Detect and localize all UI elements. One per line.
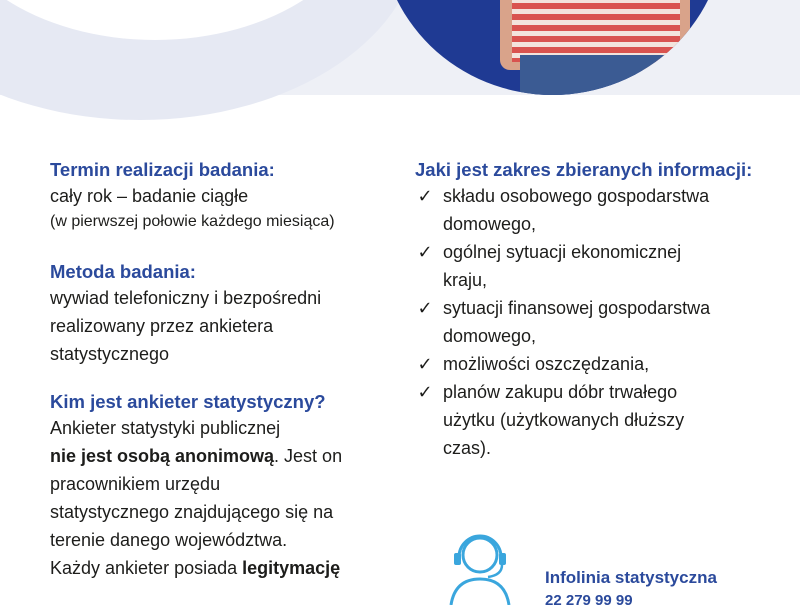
who-line-6-start: Każdy ankieter posiada bbox=[50, 558, 243, 578]
who-line-6 bbox=[50, 554, 390, 582]
method-heading: Metoda badania: bbox=[50, 261, 196, 282]
list-item: ✓ sytuacji finansowej gospodarstwa domowego, bbox=[415, 294, 775, 350]
term-note: (w pierwszej połowie każdego miesiąca) bbox=[50, 213, 335, 230]
who-line-4: statystycznego znajdującego się na bbox=[50, 502, 334, 522]
list-item: ✓ możliwości oszczędzania, bbox=[415, 350, 775, 378]
who-line-2-rest: . Jest on bbox=[274, 446, 343, 466]
check-icon: ✓ bbox=[417, 382, 433, 402]
person-photo-jeans bbox=[520, 55, 680, 95]
method-line-2: realizowany przez ankietera bbox=[50, 316, 274, 336]
term-text: cały rok – badanie ciągłe bbox=[50, 186, 249, 206]
scope-list bbox=[415, 182, 775, 462]
anonymity-statement: nie jest osobą anonimową bbox=[50, 446, 275, 466]
scope-heading: Jaki jest zakres zbieranych informacji: bbox=[415, 159, 753, 180]
infoline-title: Infolinia statystyczna bbox=[545, 568, 717, 587]
who-line-1: Ankieter statystyki publicznej bbox=[50, 418, 281, 438]
check-icon: ✓ bbox=[417, 354, 433, 374]
method-line-1: wywiad telefoniczny i bezpośredni bbox=[50, 288, 322, 308]
left-column bbox=[50, 158, 390, 582]
term-heading: Termin realizacji badania: bbox=[50, 159, 275, 180]
method-line-3: statystycznego bbox=[50, 344, 170, 364]
who-line-2 bbox=[50, 442, 390, 470]
check-icon: ✓ bbox=[417, 186, 433, 206]
who-heading: Kim jest ankieter statystyczny? bbox=[50, 391, 326, 412]
check-icon: ✓ bbox=[417, 242, 433, 262]
headset-person-icon bbox=[445, 525, 515, 605]
list-item: ✓ ogólnej sytuacji ekonomicznej kraju, bbox=[415, 238, 775, 294]
check-icon: ✓ bbox=[417, 298, 433, 318]
id-card-word: legitymację bbox=[242, 558, 341, 578]
who-line-5: terenie danego województwa. bbox=[50, 530, 288, 550]
list-item: ✓ planów zakupu dóbr trwałego użytku (użytkowanych dłuższy czas). bbox=[415, 378, 775, 462]
right-column bbox=[415, 158, 775, 462]
who-line-3: pracownikiem urzędu bbox=[50, 474, 221, 494]
infoline-phone[interactable]: 22 279 99 99 bbox=[545, 592, 633, 609]
person-photo-shirt bbox=[512, 0, 680, 62]
list-item: ✓ składu osobowego gospodarstwa domowego, bbox=[415, 182, 775, 238]
